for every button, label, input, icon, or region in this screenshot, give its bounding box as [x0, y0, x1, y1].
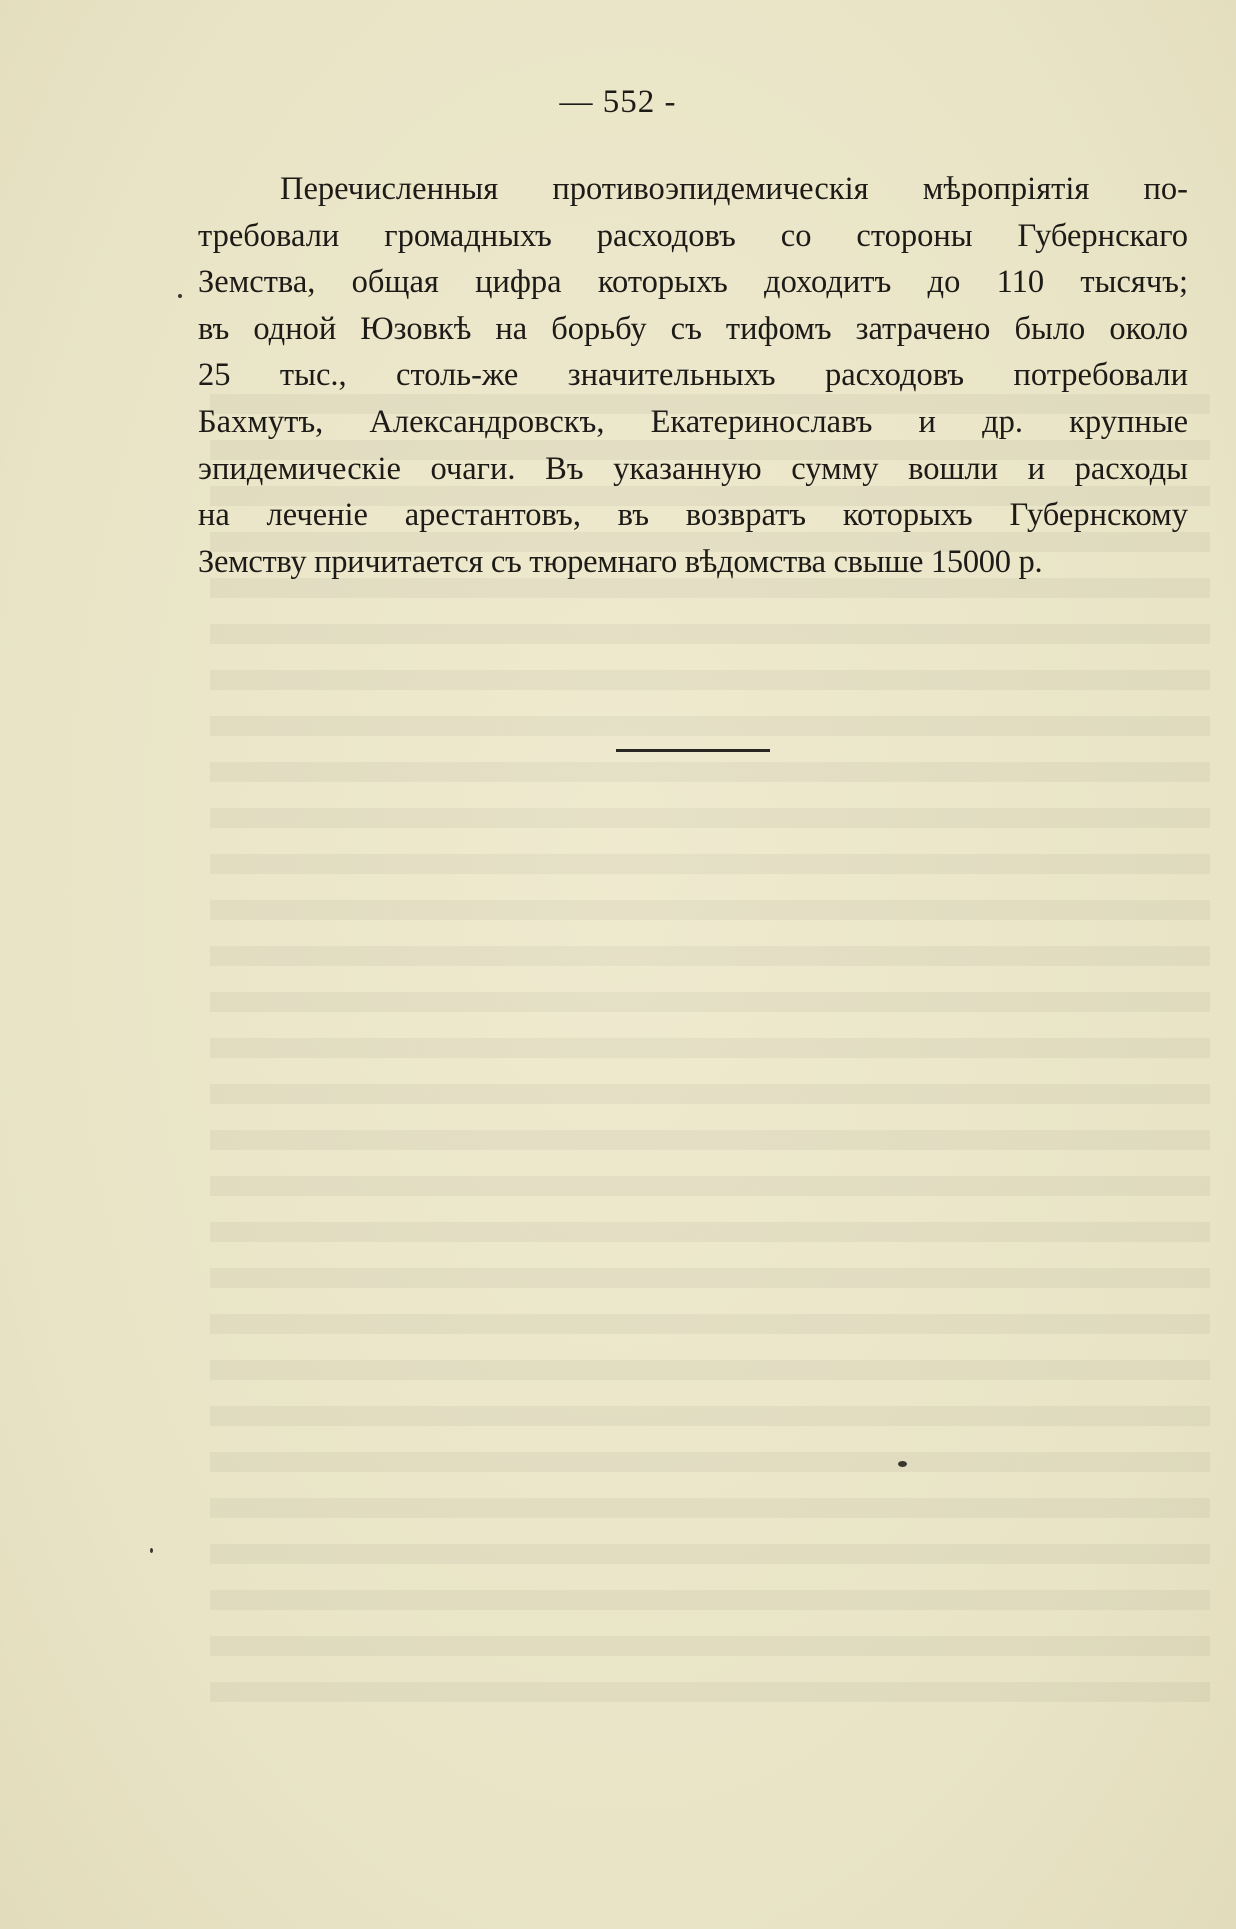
- paragraph-line: Перечисленныя противоэпидемическія мѣропріятія по-: [280, 171, 1188, 207]
- ink-speck: [898, 1461, 907, 1467]
- paragraph-line: въ одной Юзовкѣ на борьбу съ тифомъ затрачено было около: [198, 310, 1188, 347]
- page-number: — 552 -: [559, 84, 677, 120]
- paragraph-line: эпидемическіе очаги. Въ указанную сумму вошли и расходы: [198, 450, 1188, 487]
- paragraph-line: Бахмутъ, Александровскъ, Екатеринославъ и др. крупные: [198, 403, 1188, 440]
- ink-speck: [150, 1548, 153, 1553]
- paragraph-line: 25 тыс., столь-же значительныхъ расходовъ потребовали: [198, 357, 1188, 394]
- section-end-rule: [616, 749, 770, 752]
- ink-speck: [178, 294, 182, 298]
- paragraph-line: на леченіе арестантовъ, въ возвратъ которыхъ Губернскому: [198, 497, 1188, 534]
- paragraph-line: Земству причитается съ тюремнаго вѣдомства свыше 15000 р.: [198, 543, 1043, 580]
- main-paragraph: [198, 166, 1188, 585]
- paragraph-line: требовали громадныхъ расходовъ со стороны Губернскаго: [198, 217, 1188, 254]
- paragraph-line: Земства, общая цифра которыхъ доходитъ до 110 тысячъ;: [198, 264, 1188, 301]
